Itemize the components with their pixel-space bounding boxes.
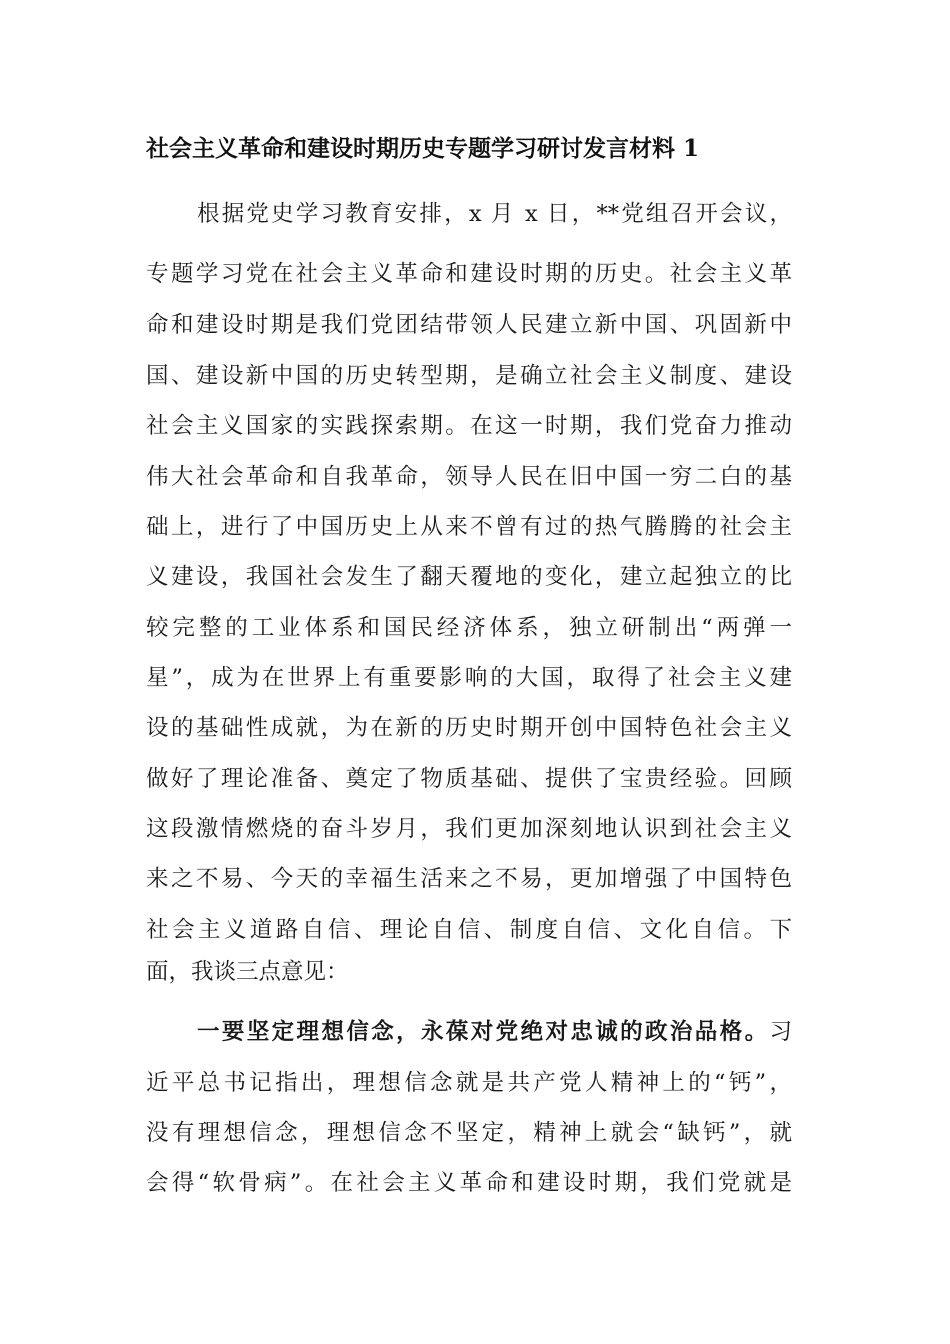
text-line: 伟大社会革命和自我革命，领导人民在旧中国一穷二白的基 xyxy=(146,464,792,490)
text-line: 命和建设时期是我们党团结带领人民建立新中国、巩固新中 xyxy=(146,312,792,338)
text-line: 近平总书记指出，理想信念就是共产党人精神上的“钙”， xyxy=(146,1070,792,1096)
text-line: 面，我谈三点意见： xyxy=(146,959,349,985)
text-line: 础上，进行了中国历史上从来不曾有过的热气腾腾的社会主 xyxy=(146,514,792,540)
text-line: 社会主义道路自信、理论自信、制度自信、文化自信。下 xyxy=(146,917,792,943)
text-line: 较完整的工业体系和国民经济体系，独立研制出“两弹一 xyxy=(146,615,792,641)
point-heading: 一要坚定理想信念，永葆对党绝对忠诚的政治品格。 xyxy=(197,1019,770,1045)
document-title: 社会主义革命和建设时期历史专题学习研讨发言材料 1 xyxy=(146,135,700,162)
text-line: 做好了理论准备、奠定了物质基础、提供了宝贵经验。回顾 xyxy=(146,766,792,792)
text-line: 来之不易、今天的幸福生活来之不易，更加增强了中国特色 xyxy=(146,866,792,892)
text-line: 设的基础性成就，为在新的历史时期开创中国特色社会主义 xyxy=(146,715,792,741)
text-line: 社会主义国家的实践探索期。在这一时期，我们党奋力推动 xyxy=(146,413,792,439)
text-line: 义建设，我国社会发生了翻天覆地的变化，建立起独立的比 xyxy=(146,564,792,590)
text-line: 这段激情燃烧的奋斗岁月，我们更加深刻地认识到社会主义 xyxy=(146,816,792,842)
text-line xyxy=(197,1017,792,1047)
text-line: 根据党史学习教育安排，x 月 x 日，**党组召开会议， xyxy=(197,201,792,227)
text-line: 会得“软骨病”。在社会主义革命和建设时期，我们党就是 xyxy=(146,1170,792,1196)
text-line: 没有理想信念，理想信念不坚定，精神上就会“缺钙”，就 xyxy=(146,1120,792,1146)
text-line: 专题学习党在社会主义革命和建设时期的历史。社会主义革 xyxy=(146,261,792,287)
point-text-start: 习 xyxy=(769,1019,792,1045)
text-line: 国、建设新中国的历史转型期，是确立社会主义制度、建设 xyxy=(146,363,792,389)
text-line: 星”，成为在世界上有重要影响的大国，取得了社会主义建 xyxy=(146,665,792,691)
